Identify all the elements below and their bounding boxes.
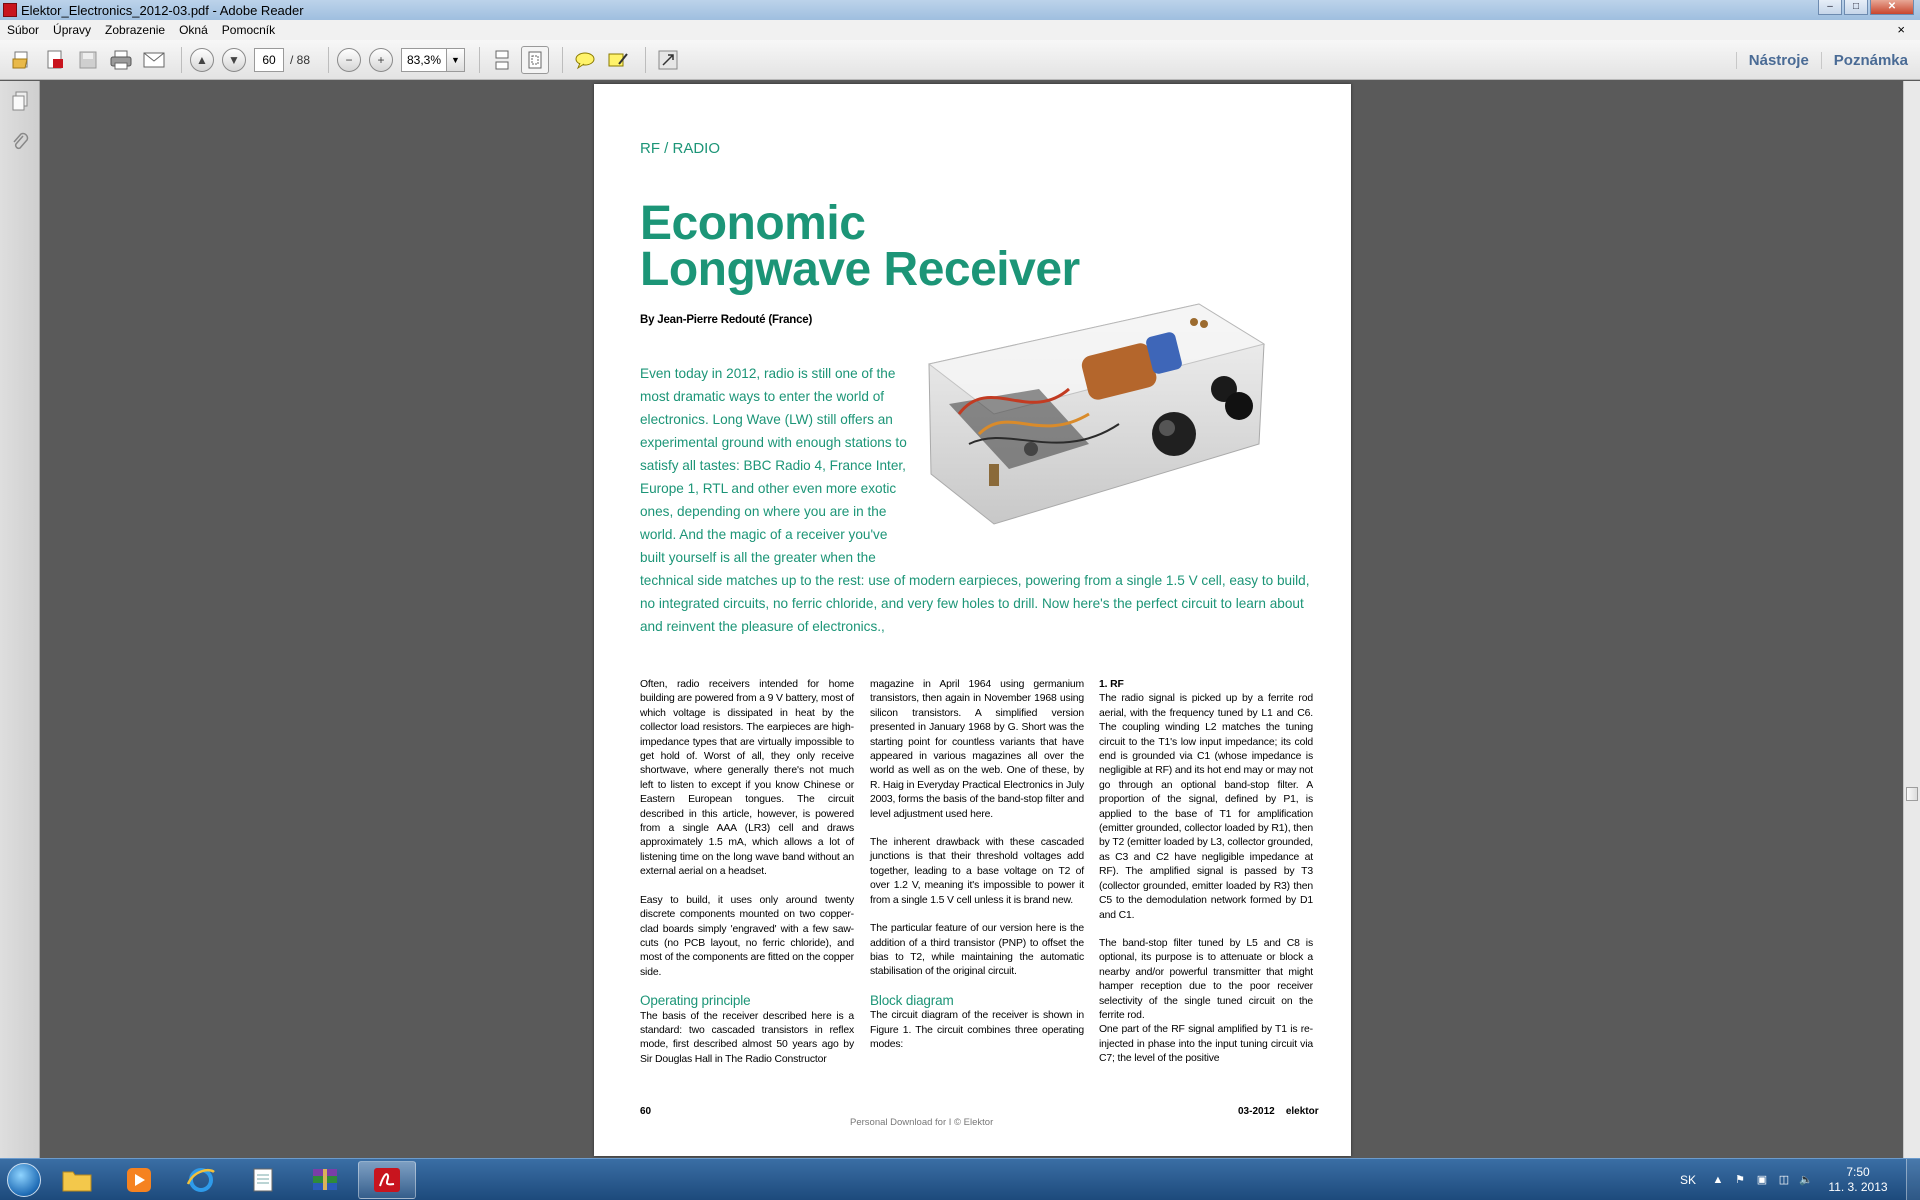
zoom-dropdown-icon[interactable]: ▼ xyxy=(447,48,465,72)
vertical-scrollbar[interactable] xyxy=(1903,81,1920,1158)
email-icon[interactable] xyxy=(140,46,168,74)
body-paragraph: The basis of the receiver described here is a standard: two cascaded transistors in reflex mode, first described almost 50 years ago by Sir Douglas Hall in The Radio Constructor xyxy=(640,1010,854,1065)
adobe-reader-taskbar-icon[interactable] xyxy=(358,1161,416,1199)
body-paragraph: magazine in April 1964 using germanium transistors, then again in November 1968 using silicon transistors. A simplified version presented in January 1968 by G. Short was the starting point for countless variants that have appeared in various magazines all over the world as well as on the web. One of these, by R. Haig in Everyday Practical Electronics in July 2003, forms the basis of the band-stop filter and level adjustment used here. xyxy=(870,679,1084,820)
comment-button[interactable]: Poznámka xyxy=(1821,52,1920,69)
window-controls xyxy=(1818,0,1914,15)
clock-time: 7:50 xyxy=(1846,1165,1870,1179)
byline: By Jean-Pierre Redouté (France) xyxy=(640,314,813,326)
body-paragraph: Often, radio receivers intended for home building are powered from a 9 V battery, most of which voltage is dissipated in heat by the collector load resistors. The earpieces are high-impedance types that are virtually impossible to get hold of. Worst of all, they only receive shortwave, where generally there's not much left to listen to except if you know Chinese or Eastern European tongues. The circuit described in this article, however, is powered from a single AAA (LR3) cell and draws approximately 1.5 mA, which allows a lot of listening time on the long wave band without an external aerial on a headset. xyxy=(640,679,854,878)
attachments-icon[interactable] xyxy=(9,130,31,152)
body-column-2 xyxy=(870,678,1084,1066)
usb-device-icon[interactable]: ▣ xyxy=(1756,1174,1768,1186)
menu-window[interactable]: Okná xyxy=(179,23,208,37)
open-file-icon[interactable] xyxy=(8,46,36,74)
show-desktop-button[interactable] xyxy=(1906,1159,1920,1200)
body-paragraph: Easy to build, it uses only around twenty discrete components mounted on two copper-clad boards simply 'engraved' with a few saw-cuts (no PCB layout, no ferric chloride), and most of the components are fitted on the copper side. xyxy=(640,894,854,978)
winrar-taskbar-icon[interactable] xyxy=(296,1161,354,1199)
body-paragraph: The radio signal is picked up by a ferrite rod aerial, with the frequency tuned by L1 and C6. The coupling winding L2 matches the tuning circuit to the T1's low input impedance; its cold end is grounded via C1 (whose impedance is negligible at RF) and its hot end may or may not go through an optional band-stop filter. A proportion of the signal, defined by P1, is applied to the base of T1 for amplification (emitter grounded, collector loaded by R1), then by T2 (emitter loaded by L3, collector grounded, as C3 and C2 have negligible impedance at RF). The amplified signal is passed by T3 (collector grounded, emitter loaded by R3) then C5 to the demodulation network formed by D1 and C1. xyxy=(1099,693,1314,921)
clock[interactable] xyxy=(1820,1165,1896,1195)
minimize-button[interactable]: ‒ xyxy=(1818,0,1842,15)
menu-bar xyxy=(0,20,1920,40)
menu-edit[interactable]: Úpravy xyxy=(53,23,92,37)
language-indicator[interactable]: SK xyxy=(1679,1173,1696,1187)
show-hidden-icons-icon[interactable]: ▲ xyxy=(1712,1174,1724,1186)
page-number-input[interactable]: 60 xyxy=(254,48,284,72)
intro-narrow-text: Even today in 2012, radio is still one of the most dramatic ways to enter the world of electronics. Long Wave (LW) still offers an experimental ground with enough stations to satisfy all tastes: BBC Radio 4, France Inter, Europe 1, RTL and other even more exotic ones, depending on where you are in the world. And the magic of a receiver you've built yourself is all the greater when the xyxy=(640,366,907,565)
windows-logo-icon xyxy=(7,1163,41,1197)
navigation-pane xyxy=(0,81,40,1158)
taskbar xyxy=(0,1158,1920,1200)
toolbar xyxy=(0,40,1920,80)
menu-help[interactable]: Pomocník xyxy=(221,23,276,37)
clock-date: 11. 3. 2013 xyxy=(1828,1180,1888,1194)
section-kicker: RF / RADIO xyxy=(640,140,721,157)
document-close-icon[interactable]: × xyxy=(1897,22,1905,37)
network-icon[interactable]: ◫ xyxy=(1778,1174,1790,1186)
task-pane-links xyxy=(1736,40,1920,80)
system-tray xyxy=(1680,1159,1920,1200)
toolbar-separator xyxy=(181,47,182,73)
intro-wide-text: technical side matches up to the rest: use of modern earpieces, powering from a single 1.5 V cell, easy to build, no integrated circuits, no ferric chloride, and very few holes to drill. Now here's the perfect circuit to learn about and reinvent the pleasure of electronics., xyxy=(640,573,1310,634)
save-icon[interactable] xyxy=(74,46,102,74)
fit-page-icon[interactable] xyxy=(521,46,549,74)
previous-page-icon[interactable]: ▲ xyxy=(190,48,214,72)
menu-file[interactable]: Súbor xyxy=(7,23,40,37)
start-button[interactable] xyxy=(0,1159,48,1200)
article-title-line-1: Economic xyxy=(640,197,866,250)
adobe-reader-icon xyxy=(3,3,17,17)
body-column-1 xyxy=(640,678,854,1081)
section-heading-operating-principle: Operating principle xyxy=(640,993,751,1009)
zoom-input[interactable]: 83,3% xyxy=(401,48,447,72)
subsection-heading-rf: 1. RF xyxy=(1099,679,1124,690)
comment-icon[interactable] xyxy=(571,46,599,74)
download-notice: Personal Download for I © Elektor xyxy=(850,1117,994,1128)
toolbar-separator xyxy=(479,47,480,73)
close-button[interactable]: ✕ xyxy=(1870,0,1914,15)
issue-label: 03-2012 elektor xyxy=(1238,1106,1319,1117)
body-paragraph: The particular feature of our version here is the addition of a third transistor (PNP) to offset the bias to T2, while maintaining the automatic stabilisation of the original circuit. xyxy=(870,923,1084,978)
article-title xyxy=(640,197,1080,296)
window-title: Elektor_Electronics_2012-03.pdf - Adobe Reader xyxy=(21,2,304,18)
create-pdf-icon[interactable] xyxy=(41,46,69,74)
title-bar[interactable] xyxy=(0,0,1920,20)
internet-explorer-taskbar-icon[interactable] xyxy=(172,1161,230,1199)
body-paragraph: The band-stop filter tuned by L5 and C8 is optional, its purpose is to attenuate or block a nearby and/or powerful transmitter that might hamper reception due to the poor receiver selectivity of the single tuned circuit on the ferrite rod. xyxy=(1099,937,1313,1021)
menu-view[interactable]: Zobrazenie xyxy=(105,23,166,37)
intro-paragraph xyxy=(640,362,1315,638)
zoom-in-icon[interactable]: + xyxy=(369,48,393,72)
page-number: 60 xyxy=(640,1106,652,1117)
tools-button[interactable]: Nástroje xyxy=(1736,52,1821,69)
next-page-icon[interactable]: ▼ xyxy=(222,48,246,72)
body-paragraph: One part of the RF signal amplified by T1 is re-injected in phase into the input tuning circuit via C7; the level of the positive xyxy=(1099,1024,1313,1065)
scrolling-mode-icon[interactable] xyxy=(488,46,516,74)
pdf-page xyxy=(594,84,1351,1156)
highlight-icon[interactable] xyxy=(604,46,632,74)
maximize-button[interactable]: □ xyxy=(1844,0,1868,15)
notepad-taskbar-icon[interactable] xyxy=(234,1161,292,1199)
action-center-flag-icon[interactable]: ⚑ xyxy=(1735,1174,1745,1186)
body-paragraph: The inherent drawback with these cascaded junctions is that their threshold voltages add together, leading to a base voltage on T2 of over 1.2 V, meaning it's impossible to power it from a single 1.5 V cell unless it is brand new. xyxy=(870,837,1084,906)
explorer-taskbar-icon[interactable] xyxy=(48,1161,106,1199)
toolbar-separator xyxy=(645,47,646,73)
volume-icon[interactable]: 🔈 xyxy=(1799,1174,1813,1186)
page-thumbnails-icon[interactable] xyxy=(9,90,31,112)
page-total: / 88 xyxy=(290,52,311,67)
toolbar-separator xyxy=(562,47,563,73)
full-screen-icon[interactable] xyxy=(654,46,682,74)
body-column-3 xyxy=(1099,678,1313,1081)
toolbar-separator xyxy=(328,47,329,73)
zoom-out-icon[interactable]: − xyxy=(337,48,361,72)
article-title-line-2: Longwave Receiver xyxy=(640,243,1080,296)
body-paragraph: The circuit diagram of the receiver is shown in Figure 1. The circuit combines three operating modes: xyxy=(870,1010,1084,1050)
scrollbar-thumb[interactable] xyxy=(1906,787,1918,801)
media-player-taskbar-icon[interactable] xyxy=(110,1161,168,1199)
section-heading-block-diagram: Block diagram xyxy=(870,992,954,1008)
print-icon[interactable] xyxy=(107,46,135,74)
